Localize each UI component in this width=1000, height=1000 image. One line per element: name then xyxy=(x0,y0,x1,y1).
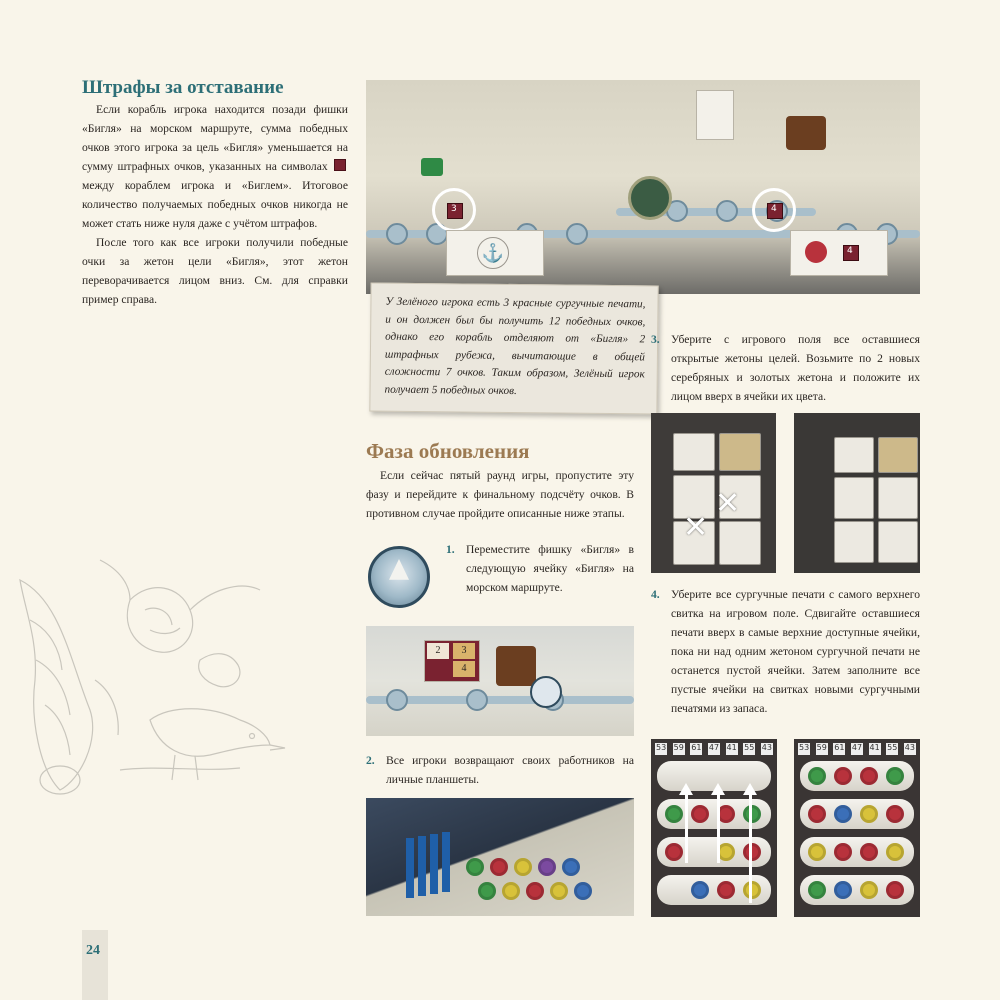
penalty-text-2: После того как все игроки получили победные очки за жетон цели «Бигля», этот жетон переворачивается лицом вниз. См. для справки пример справа. xyxy=(82,236,348,306)
goal-tiles-before-photo xyxy=(651,413,776,573)
step-4 xyxy=(651,585,920,718)
step-text: Уберите с игрового поля все оставшиеся открытые жетоны целей. Возьмите по 2 новых серебряных и золотых жетона и положите их лицом вверх в ячейки их цвета. xyxy=(671,333,920,403)
route-node xyxy=(386,689,408,711)
scroll-row xyxy=(800,837,914,867)
seal-slot: 4 xyxy=(453,661,475,677)
step-text: Все игроки возвращают своих работников на личные планшеты. xyxy=(386,754,634,786)
up-arrow-icon xyxy=(717,793,720,863)
scroll-row xyxy=(800,875,914,905)
beagle-ship-token xyxy=(496,646,536,686)
step-number: 3. xyxy=(651,333,660,346)
decorative-sketch-illustration xyxy=(0,540,300,840)
map-example-photo xyxy=(366,80,920,294)
route-node xyxy=(386,223,408,245)
update-intro-text: Если сейчас пятый раунд игры, пропустите эту фазу и перейдите к финальному подсчёту очков. В противном случае пройдите описанные ниже этапы. xyxy=(366,469,634,520)
red-seal-penalty-icon xyxy=(334,159,346,171)
goal-token xyxy=(628,176,672,220)
example-note-card xyxy=(369,282,658,414)
goal-tile xyxy=(834,477,874,519)
penalty-value-1: 3 xyxy=(451,204,457,214)
worker-meeple xyxy=(406,838,414,898)
player-board-photo xyxy=(366,798,634,916)
penalty-text-1a: Если корабль игрока находится позади фишки «Бигля» на морском маршруте, сумма победных очков этого игрока за цель «Бигля» уменьшается на сумму штрафных очков, указанных на символах xyxy=(82,103,348,173)
section-title-penalty: Штрафы за отставание xyxy=(82,77,284,98)
goal-tile xyxy=(719,433,761,471)
page-number: 24 xyxy=(86,943,100,958)
worker-meeple xyxy=(442,832,450,892)
goal-tile xyxy=(834,521,874,563)
section-title-update: Фаза обновления xyxy=(366,439,530,463)
route-node xyxy=(466,689,488,711)
penalty-text-1b: между кораблем игрока и «Биглем». Итоговое количество получаемых победных очков никогда не может стать ниже нуля даже с учётом штрафов. xyxy=(82,179,348,230)
up-arrow-icon xyxy=(749,793,752,903)
x-mark-icon: ✕ xyxy=(683,510,709,545)
step-number: 2. xyxy=(366,754,375,767)
penalty-seal-token xyxy=(447,203,463,219)
worker-meeple xyxy=(430,834,438,894)
route-node xyxy=(566,223,588,245)
penalty-paragraph-2 xyxy=(82,233,348,309)
route-node xyxy=(716,200,738,222)
seal-slot: 2 xyxy=(427,643,449,659)
seal-grid xyxy=(424,640,480,682)
beagle-token xyxy=(530,676,562,708)
scroll-row xyxy=(800,799,914,829)
x-mark-icon: ✕ xyxy=(715,486,741,521)
penalty-seal-token xyxy=(767,203,783,219)
beagle-move-photo xyxy=(366,626,634,736)
seal-scrolls-before-photo xyxy=(651,739,777,917)
scroll-row xyxy=(800,761,914,791)
goal-tile xyxy=(878,521,918,563)
beagle-token-image xyxy=(368,546,430,608)
goal-tile xyxy=(673,433,715,471)
up-arrow-icon xyxy=(685,793,688,863)
example-note-text: У Зелёного игрока есть 3 красные сургучные печати, и он должен был бы получить 12 победных очков, однако его корабль отделяют от «Бигля» 2 штрафных рубежа, вычитающие в общей сложности 7 очков. Таким образом, Зелёный игрок получает 5 победных очков. xyxy=(384,295,646,397)
seal-slot: 3 xyxy=(453,643,475,659)
scroll-row xyxy=(657,799,771,829)
update-intro xyxy=(366,466,634,523)
green-ship-token xyxy=(421,158,443,176)
sail-icon xyxy=(389,559,409,585)
goal-tiles-after-photo xyxy=(794,413,920,573)
goal-tile xyxy=(878,477,918,519)
step-3 xyxy=(651,330,920,406)
penalty-body xyxy=(82,100,348,309)
anchor-icon: ⚓ xyxy=(477,237,509,269)
goal-tile xyxy=(878,437,918,473)
scroll-number-row: 53 59 61 47 41 55 43 xyxy=(655,743,773,755)
penalty-paragraph-1 xyxy=(82,100,348,233)
scroll-number-row: 53 59 61 47 41 55 43 xyxy=(798,743,916,755)
beagle-ship-token xyxy=(786,116,826,150)
step-number: 4. xyxy=(651,588,660,601)
step-1 xyxy=(446,540,634,597)
step-text: Переместите фишку «Бигля» в следующую ячейку «Бигля» на морском маршруте. xyxy=(466,543,634,594)
score-value: 4 xyxy=(847,246,853,256)
step-number: 1. xyxy=(446,543,455,556)
red-seal-icon xyxy=(805,241,827,263)
step-2 xyxy=(366,751,634,789)
page-number-tab xyxy=(82,930,108,1000)
map-card xyxy=(696,90,734,140)
penalty-value-2: 4 xyxy=(771,204,777,214)
seal-scrolls-after-photo xyxy=(794,739,920,917)
scroll-row xyxy=(657,875,771,905)
anchor-card xyxy=(446,230,544,276)
step-text: Уберите все сургучные печати с самого верхнего свитка на игровом поле. Сдвигайте оставшиеся печати вверх в самые верхние доступные ячейки, пока ни над одним жетоном сургучной печати не останется пустой ячейки. Затем заполните все пустые ячейки на свитках новыми сургучными печатями из запаса. xyxy=(671,588,920,715)
scroll-row xyxy=(657,837,771,867)
goal-tile xyxy=(834,437,874,473)
worker-meeple xyxy=(418,836,426,896)
score-card xyxy=(790,230,888,276)
empty-slot xyxy=(719,521,761,565)
